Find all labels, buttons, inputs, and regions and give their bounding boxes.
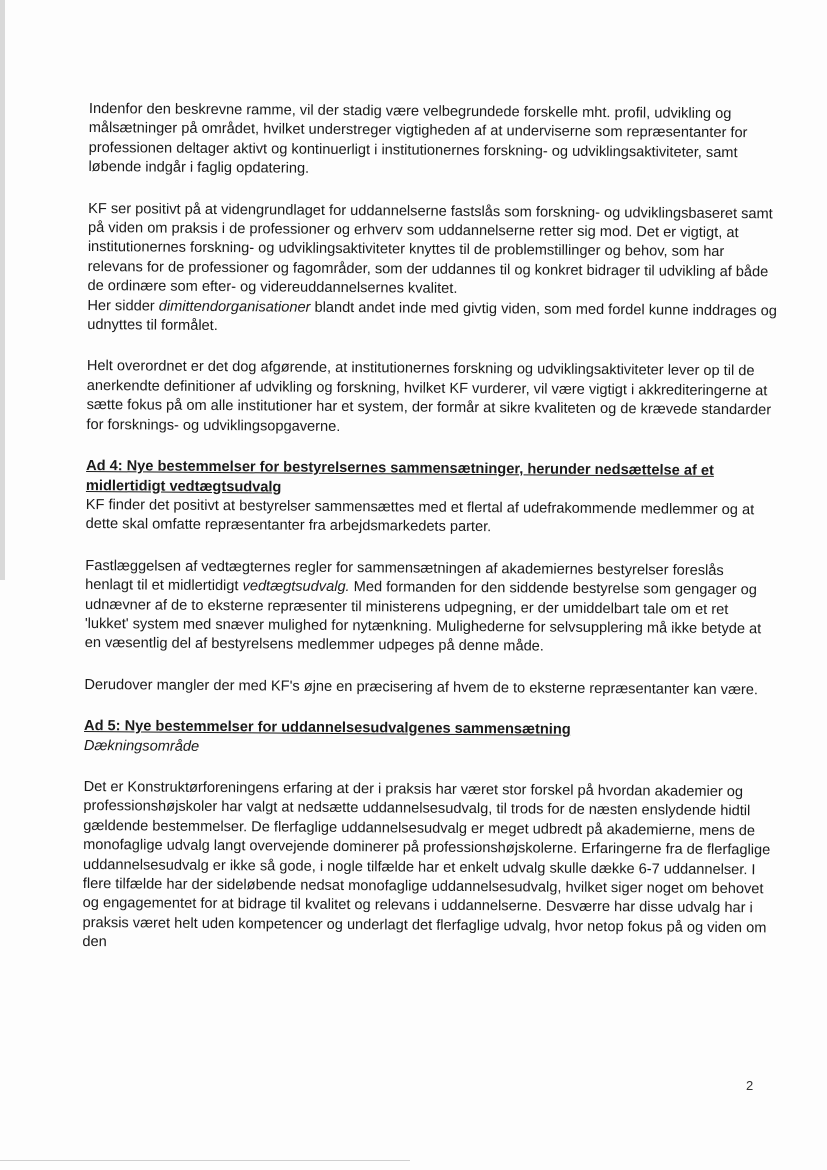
paragraph-ad4-bestyrelser: KF finder det positivt at bestyrelser sammensættes med et flertal af udefrakommende medlemmer og at dette skal omfatte repræsentanter fra arbejdsmarkedets parter. <box>85 496 755 536</box>
subheading-daekningsomraade: Dækningsområde <box>83 737 200 755</box>
text-segment: Med formanden for den siddende bestyrelse som gengager og udnævner af de to eksterne repræsenter til ministerens udpegning, er der umiddelbart tale om et ret 'lukket' system med snæver mulighed for nytænkning. Mulighederne for selvsupplering må ikke betyde at en væsentlig del af bestyrelsens medlemmer udpeges på denne måde. <box>84 579 762 655</box>
text-segment: blandt andet inde med givtig viden, som med fordel kunne inddrages og udnyttes til formålet. <box>87 299 778 335</box>
page-number: 2 <box>746 1078 754 1093</box>
heading-ad4: Ad 4: Nye bestemmelser for bestyrelsernes sammensætninger, herunder nedsættelse af et midlertidigt vedtægtsudvalg <box>85 458 714 496</box>
scan-bottom-line <box>0 1160 410 1161</box>
document-body <box>82 100 779 958</box>
paragraph-ad4-eksterne: Derudover mangler der med KF's øjne en præcisering af hvem de to eksterne repræsentanter kan være. <box>84 676 759 699</box>
paragraph-overordnet: Helt overordnet er det dog afgørende, at institutionernes forskning og udviklingsaktiviteter lever op til de anerkendte definitioner af udvikling og forskning, hvilket KF vurderer, vil være vigtigt i akkrediteringerne at sætte fokus på om alle institutioner har et system, der formår at sikre kvaliteten og de krævede standarder for forsknings- og udviklingsopgaverne. <box>86 358 772 435</box>
paragraph-ad5-erfaring: Det er Konstruktørforeningens erfaring at der i praksis har været stor forskel på hvordan akademier og professionshøjskoler har valgt at nedsætte uddannelsesudvalg, til trods for de næsten enslydende hidtil gældende bestemmelser. De flerfaglige uddannelsesudvalg er meget udbredt på akademierne, mens de monofaglige udvalg langt overvejende dominerer på professionshøjskolerne. Erfaringerne fra de flerfaglige uddannelsesudvalg er ikke så gode, i nogle tilfælde har et enkelt udvalg skulle dække 6-7 uddannelser. I flere tilfælde har der sideløbende nedsat monofaglige uddannelsesudvalg, hvilket siger noget om behovet og engagementet for at bidrage til kvalitet og relevans i uddannelserne. Desværre har disse udvalg har i praksis været helt uden kompetencer og underlagt det flerfaglige udvalg, hvor netop fokus på og viden om den <box>82 778 771 951</box>
text-segment: Fastlæggelsen af vedtægternes regler for sammensætningen af akademiernes bestyrelser foreslås henlagt til et midlertidigt <box>85 557 724 595</box>
paragraph-videngrundlag: KF ser positivt på at videngrundlaget for uddannelserne fastslås som forskning- og udviklingsbaseret samt på viden om praksis i de professioner og erhverv som uddannelserne retter sig mod. Det er vigtigt, at institutionernes forskning- og udviklingsaktiviteter knyttes til de problemstillinger og behov, som har relevans for de professioner og fagområder, som der uddannes til og konkret bidrager til udvikling af både de ordinære som efter- og videreuddannelsernes kvalitet. <box>87 200 773 298</box>
heading-ad5: Ad 5: Nye bestemmelser for uddannelsesudvalgenes sammensætning <box>84 718 571 738</box>
scan-edge-shadow <box>0 0 5 580</box>
emphasis-text: vedtægtsudvalg. <box>242 578 350 596</box>
text-segment: Her sidder <box>87 297 159 315</box>
paragraph-dimittendorganisationer <box>87 297 777 341</box>
paragraph-ad4-vedtaegter <box>85 557 776 659</box>
emphasis-text: dimittendorganisationer <box>158 298 311 316</box>
paragraph-intro: Indenfor den beskrevne ramme, vil der stadig være velbegrundede forskelle mht. profil, udvikling og målsætninger på området, hvilket understreger vigtigheden af at underviserne som repræsentanter for professionen deltager aktivt og kontinuerligt i institutionernes forskning- og udviklingsaktiviteter, samt løbende indgår i faglig opdatering. <box>88 100 748 177</box>
